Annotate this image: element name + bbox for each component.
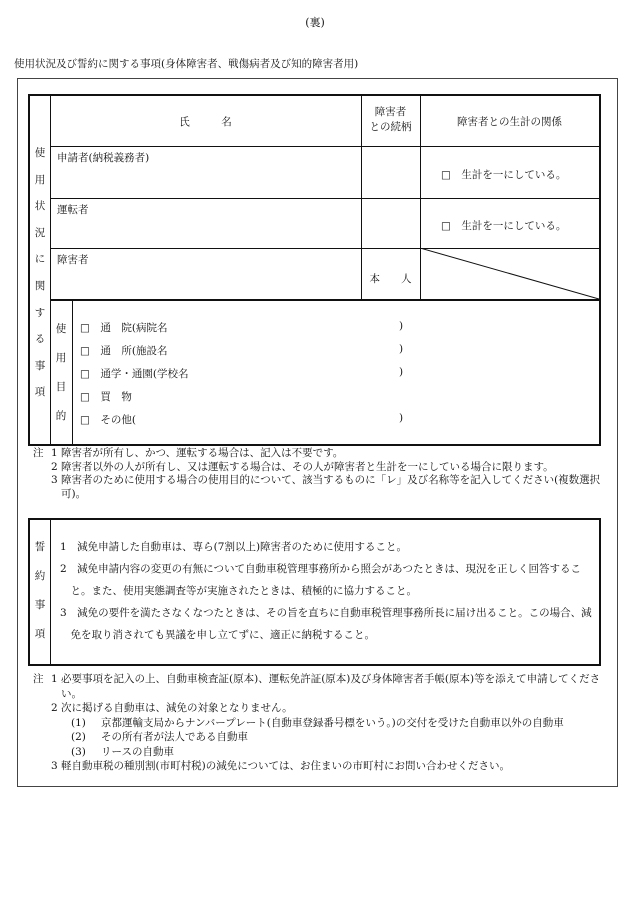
note-text: 障害者以外の人が所有し、又は運転する場合は、その人が障害者と生計を一にしている場合に限ります。: [61, 460, 554, 473]
note-subnumber: (2): [71, 731, 86, 743]
header-name: 氏 名: [179, 116, 232, 128]
driver-livelihood-checkbox[interactable]: □ 生計を一にしている。: [441, 220, 567, 232]
notes-submission: [33, 672, 613, 774]
applicant-bottom-line: [50, 198, 599, 199]
pledge-side-char: 約: [34, 570, 46, 583]
pledge-side-char: 誓: [34, 541, 46, 553]
notes-usage: [33, 447, 613, 501]
header-livelihood: 障害者との生計の関係: [457, 116, 562, 128]
disabled-label: 障害者: [57, 254, 89, 266]
note-number: 1: [51, 447, 58, 459]
purpose-checkbox[interactable]: □ その他(: [80, 414, 137, 426]
usage-side-char: す: [34, 306, 46, 319]
note-subtext: リースの自動車: [101, 745, 174, 758]
pledge-item: 2 減免申請内容の変更の有無について自動車税管理事務所から照会があつたときは、現況を正しく回答すること。また、使用実態調査等が実施されたときは、積極的に協力すること。: [60, 563, 581, 597]
note-text: 軽自動車税の種別割(市町村税)の減免については、お住まいの市町村にお問い合わせください。: [61, 760, 510, 772]
purpose-checkbox[interactable]: □ 通学・通園(学校名: [80, 368, 189, 380]
usage-side-char: 況: [34, 226, 46, 239]
purpose-close-paren: ): [399, 412, 404, 424]
usage-side-char: 項: [34, 386, 46, 399]
usage-side-char: る: [34, 333, 46, 346]
usage-side-char: 状: [34, 200, 46, 213]
purpose-close-paren: ): [399, 320, 404, 332]
pledge-side-char: 事: [34, 599, 46, 612]
note-item: [33, 701, 613, 716]
usage-table: [28, 94, 601, 446]
note-text: 次に掲げる自動車は、減免の対象となりません。: [61, 702, 293, 714]
note-item: [33, 474, 613, 501]
note-subtext: 京都運輸支局からナンバープレート(自動車登録番号標をいう。)の交付を受けた自動車以外の自動車: [101, 716, 564, 729]
disabled-relation: 本 人: [369, 273, 412, 285]
purpose-checkbox[interactable]: □ 通 院(病院名: [80, 322, 168, 334]
note-subnumber: (1): [71, 716, 86, 729]
purpose-side-divider: [72, 300, 73, 444]
note-number: 2: [51, 702, 58, 714]
note-subitem: [33, 745, 613, 760]
usage-side-char: 使: [34, 147, 46, 159]
usage-side-char: に: [34, 253, 46, 266]
note-item: [33, 447, 613, 461]
note-number: 1: [51, 673, 58, 685]
pledge-item: 1 減免申請した自動車は、専ら(7割以上)障害者のために使用すること。: [60, 541, 408, 553]
note-mark: 注: [33, 447, 44, 459]
applicant-label: 申請者(納税義務者): [57, 152, 150, 164]
purpose-checkbox[interactable]: □ 買 物: [80, 391, 132, 403]
purpose-side-char: 用: [55, 352, 67, 365]
purpose-close-paren: ): [399, 343, 404, 355]
note-item: [33, 759, 613, 774]
note-subnumber: (3): [71, 745, 86, 758]
usage-side-char: 事: [34, 359, 46, 372]
pledge-side-divider: [50, 520, 51, 664]
note-mark: 注: [33, 673, 44, 685]
note-subitem: [33, 716, 613, 731]
purpose-checkbox[interactable]: □ 通 所(施設名: [80, 345, 168, 357]
pledge-text: [60, 536, 593, 646]
purpose-side-label: [50, 324, 72, 422]
note-number: 3: [51, 474, 58, 486]
note-number: 2: [51, 460, 58, 473]
pledge-side-label: [30, 542, 50, 640]
usage-side-char: 用: [34, 173, 46, 186]
header-relation-line2: との続柄: [369, 121, 412, 133]
header-relation-line1: 障害者: [374, 106, 407, 118]
driver-label: 運転者: [57, 204, 89, 216]
usage-side-char: 関: [34, 280, 46, 293]
note-text: 必要事項を記入の上、自動車検査証(原本)、運転免許証(原本)及び身体障害者手帳(原本)等を添えて申請してください。: [61, 673, 601, 700]
note-subitem: [33, 730, 613, 745]
note-number: 3: [51, 760, 58, 772]
pledge-item: 3 減免の要件を満たさなくなつたときは、その旨を直ちに自動車税管理事務所長に届け出ること。この場合、減免を取り消されても異議を申し立てずに、適正に納税すること。: [60, 607, 592, 641]
header-bottom-line: [50, 146, 599, 147]
purpose-side-char: 使: [55, 323, 67, 335]
note-item: [33, 672, 613, 701]
diagonal-slash: [420, 248, 599, 300]
purpose-close-paren: ): [399, 366, 404, 378]
note-subtext: その所有者が法人である自動車: [101, 731, 248, 743]
pledge-side-char: 項: [34, 628, 46, 641]
usage-side-label: [30, 148, 50, 398]
note-item: [33, 461, 613, 475]
applicant-livelihood-checkbox[interactable]: □ 生計を一にしている。: [441, 169, 567, 181]
purpose-side-char: 目: [55, 381, 67, 394]
section-title: 使用状況及び誓約に関する事項(身体障害者、戦傷病者及び知的障害者用): [14, 58, 359, 70]
page-side-label: (裏): [305, 16, 325, 29]
purpose-side-char: 的: [55, 410, 67, 423]
note-text: 障害者のために使用する場合の使用目的について、該当するものに「レ」及び名称等を記入してください(複数選択可)。: [61, 474, 601, 500]
header-relation: [361, 105, 420, 135]
pledge-box: [28, 518, 601, 666]
note-text: 障害者が所有し、かつ、運転する場合は、記入は不要です。: [61, 447, 344, 459]
